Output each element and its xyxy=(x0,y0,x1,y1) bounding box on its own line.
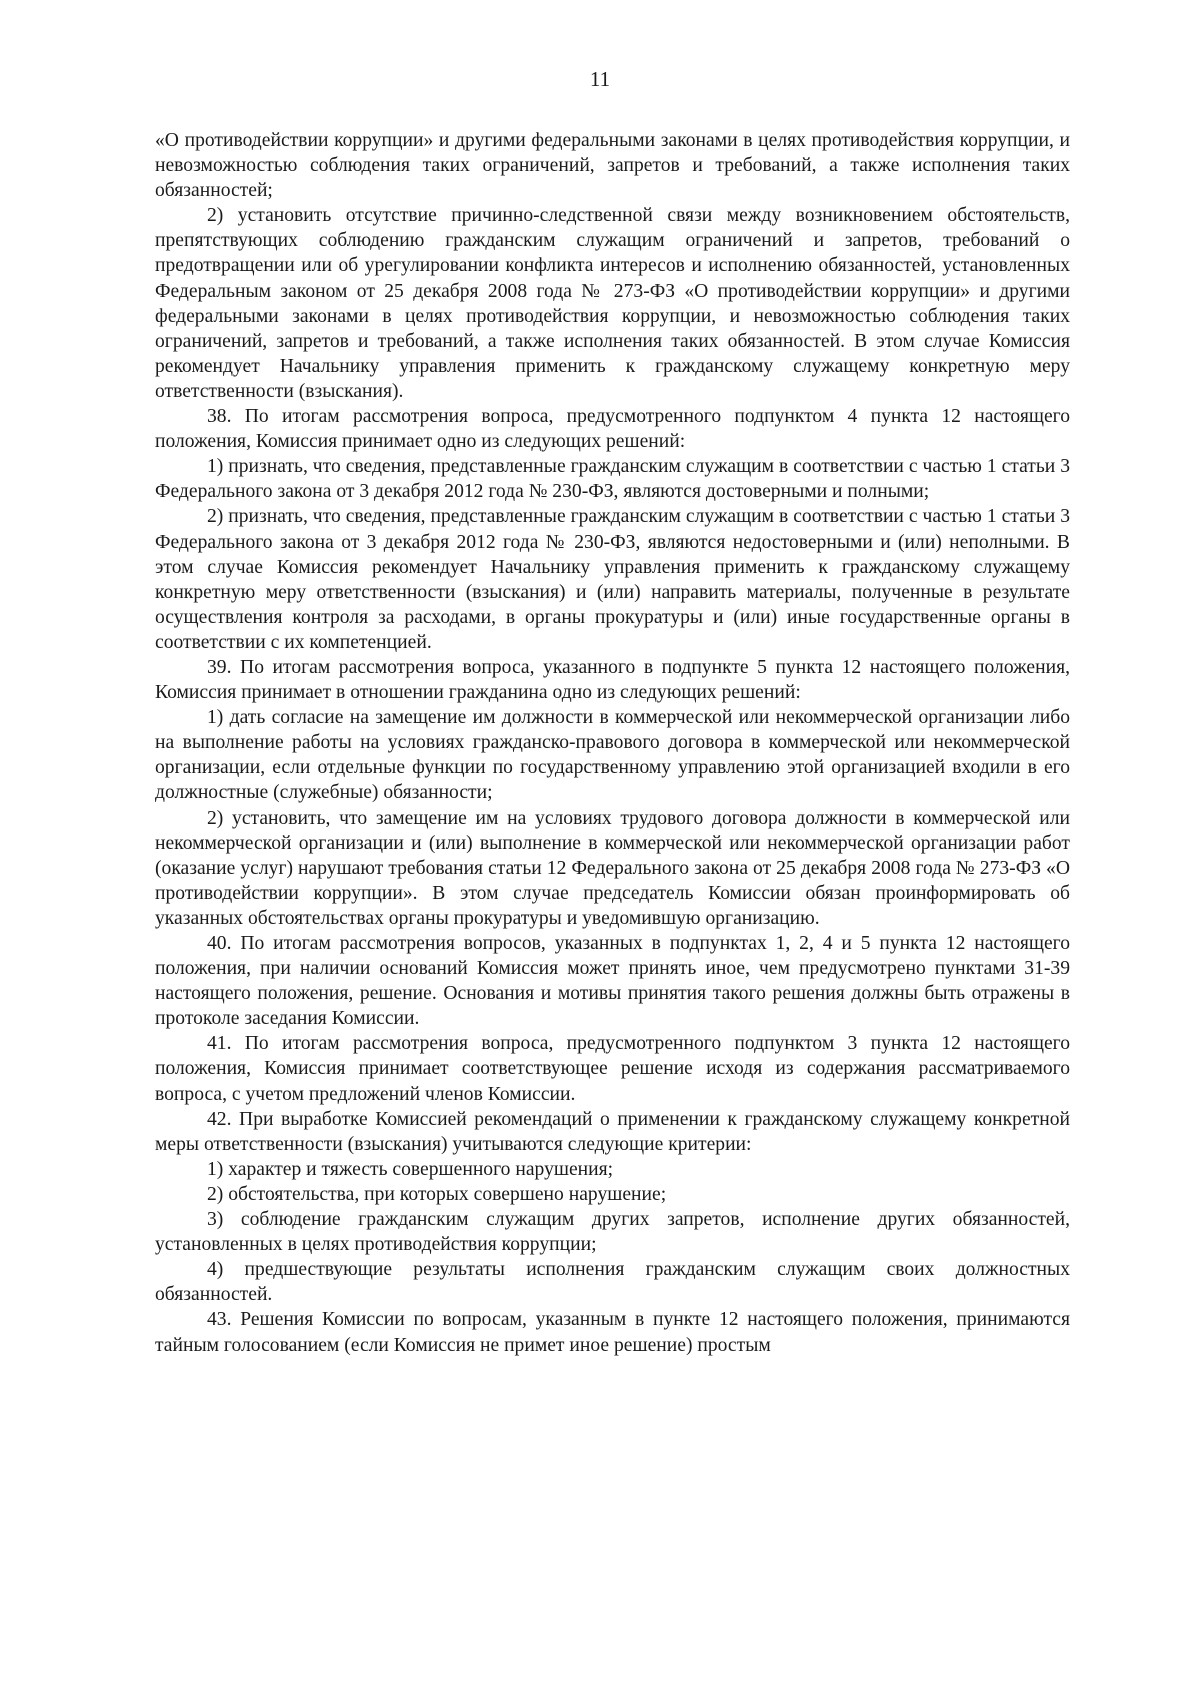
paragraph-42-item-1: 1) характер и тяжесть совершенного нарушения; xyxy=(207,1158,614,1180)
paragraph-39-item-2: 2) установить, что замещение им на условиях трудового договора должности в коммерческой или некоммерческой организации и (или) выполнение в коммерческой или некоммерческой организации работ (оказание услуг) нарушают требования статьи 12 Федерального закона от 25 декабря 2008 года № 273-ФЗ «О противодействии коррупции». В этом случае председатель Комиссии обязан проинформировать об указанных обстоятельствах органы прокуратуры и уведомившую организацию. xyxy=(155,807,1070,929)
paragraph-41: 41. По итогам рассмотрения вопроса, предусмотренного подпунктом 3 пункта 12 настоящего положения, Комиссия принимает соответствующее решение исходя из содержания рассматриваемого вопроса, с учетом предложений членов Комиссии. xyxy=(155,1033,1070,1105)
paragraph-38-item-2: 2) признать, что сведения, представленные гражданским служащим в соответствии с частью 1 статьи 3 Федерального закона от 3 декабря 2012 года № 230-ФЗ, являются недостоверными и (или) неполными. В этом случае Комиссия рекомендует Начальнику управления применить к гражданскому служащему конкретную меру ответственности (взыскания) и (или) направить материалы, полученные в результате осуществления контроля за расходами, в органы прокуратуры и (или) иные государственные органы в соответствии с их компетенцией. xyxy=(155,506,1070,653)
paragraph-39: 39. По итогам рассмотрения вопроса, указанного в подпункте 5 пункта 12 настоящего положения, Комиссия принимает в отношении гражданина одно из следующих решений: xyxy=(155,656,1070,704)
paragraph-42-item-4: 4) предшествующие результаты исполнения гражданским служащим своих должностных обязанностей. xyxy=(155,1259,1070,1306)
paragraph-38: 38. По итогам рассмотрения вопроса, предусмотренного подпунктом 4 пункта 12 настоящего положения, Комиссия принимает одно из следующих решений: xyxy=(155,406,1070,453)
paragraph-42: 42. При выработке Комиссией рекомендаций о применении к гражданскому служащему конкретной меры ответственности (взыскания) учитываются следующие критерии: xyxy=(155,1108,1070,1155)
document-body xyxy=(155,128,1070,1358)
paragraph-40: 40. По итогам рассмотрения вопросов, указанных в подпунктах 1, 2, 4 и 5 пункта 12 настоящего положения, при наличии оснований Комиссия может принять иное, чем предусмотрено пунктами 31-39 настоящего положения, решение. Основания и мотивы принятия такого решения должны быть отражены в протоколе заседания Комиссии. xyxy=(155,933,1070,1030)
page-number: 11 xyxy=(589,67,611,91)
paragraph-42-item-3: 3) соблюдение гражданским служащим других запретов, исполнение других обязанностей, установленных в целях противодействия коррупции; xyxy=(155,1209,1070,1256)
paragraph-42-item-2: 2) обстоятельства, при которых совершено нарушение; xyxy=(207,1183,667,1205)
paragraph-continuation: «О противодействии коррупции» и другими федеральными законами в целях противодействия коррупции, и невозможностью соблюдения таких ограничений, запретов и требований, а также исполнения таких обязанностей; xyxy=(155,130,1070,202)
paragraph-38-item-1: 1) признать, что сведения, представленные гражданским служащим в соответствии с частью 1 статьи 3 Федерального закона от 3 декабря 2012 года № 230-ФЗ, являются достоверными и полными; xyxy=(155,456,1070,503)
paragraph-37-item-2: 2) установить отсутствие причинно-следственной связи между возникновением обстоятельств, препятствующих соблюдению гражданским служащим ограничений и запретов, требований о предотвращении или об урегулировании конфликта интересов и исполнению обязанностей, установленных Федеральным законом от 25 декабря 2008 года № 273-ФЗ «О противодействии коррупции» и другими федеральными законами в целях противодействия коррупции, и невозможностью соблюдения таких ограничений, запретов и требований, а также исполнения таких обязанностей. В этом случае Комиссия рекомендует Начальнику управления применить к гражданскому служащему конкретную меру ответственности (взыскания). xyxy=(155,205,1070,402)
paragraph-39-item-1: 1) дать согласие на замещение им должности в коммерческой или некоммерческой организации либо на выполнение работы на условиях гражданско-правового договора в коммерческой или некоммерческой организации, если отдельные функции по государственному управлению этой организацией входили в его должностные (служебные) обязанности; xyxy=(155,707,1070,804)
paragraph-43: 43. Решения Комиссии по вопросам, указанным в пункте 12 настоящего положения, принимаются тайным голосованием (если Комиссия не примет иное решение) простым xyxy=(155,1309,1070,1356)
